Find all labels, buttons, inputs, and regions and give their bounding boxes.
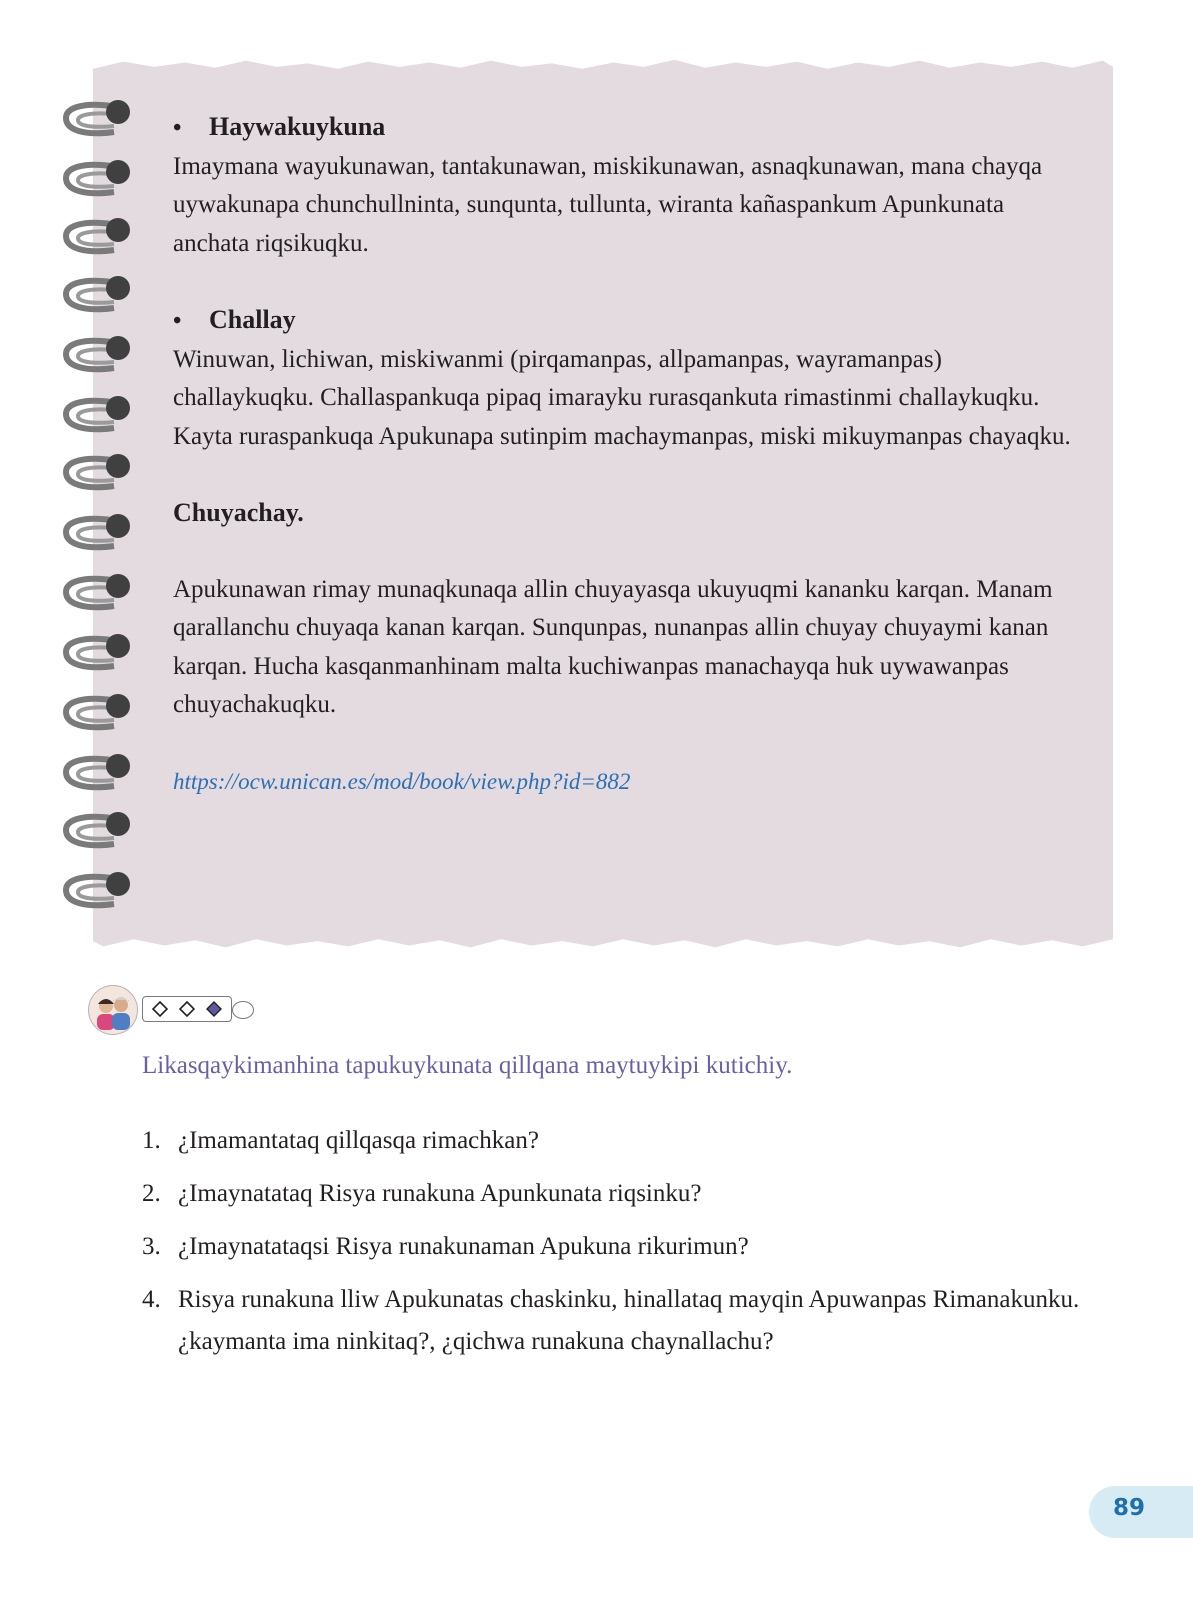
spiral-binding [62, 98, 142, 918]
spiral-ring-icon [62, 158, 140, 202]
question-text: ¿Imamantataq qillqasqa rimachkan? [178, 1127, 539, 1154]
spiral-ring-icon [62, 334, 140, 378]
difficulty-tag [142, 996, 232, 1022]
question-item [142, 1120, 1102, 1162]
spiral-ring-icon [62, 512, 140, 556]
page-number-tab [1089, 1486, 1193, 1538]
diamond-outline-icon [179, 1001, 195, 1017]
bullet: • [173, 308, 182, 334]
question-text: Risya runakuna lliw Apukunatas chaskinku, hinallataq mayqin Apuwanpas Rimanakunku. ¿kaymanta ima ninkitaq?, ¿qichwa runakuna chaynallachu? [178, 1286, 1080, 1355]
section-paragraph: Winuwan, lichiwan, miskiwanmi (pirqamanpas, allpamanpas, wayramanpas) challaykuqku. Challaspankuqa pipaq imarayku rurasqankuta rimastinmi challaykuqku. Kayta ruraspankuqa Apukunapa sutinpim machaymanpas, miski mikuymanpas chayaqku. [173, 345, 1071, 450]
question-number: 3. [142, 1233, 161, 1260]
spiral-ring-icon [62, 274, 140, 318]
section-paragraph: Imaymana wayukunawan, tantakunawan, miskikunawan, asnaqkunawan, mana chayqa uywakunapa chunchullninta, sunqunta, tullunta, wiranta kañaspankum Apunkunata anchata riqsikuqku. [173, 152, 1043, 257]
spiral-ring-icon [62, 632, 140, 676]
section-heading-text: Challay [209, 305, 296, 334]
question-number: 4. [142, 1286, 161, 1313]
section-heading-chuyachay: Chuyachay. [173, 498, 304, 527]
question-item [142, 1279, 1102, 1363]
spiral-ring-icon [62, 692, 140, 736]
question-number: 1. [142, 1127, 161, 1154]
question-text: ¿Imaynatataqsi Risya runakunaman Apukuna rikurimun? [178, 1233, 749, 1260]
question-item [142, 1173, 1102, 1215]
spiral-ring-icon [62, 216, 140, 260]
spiral-ring-icon [62, 810, 140, 854]
source-link[interactable]: https://ocw.unican.es/mod/book/view.php?id=882 [173, 768, 631, 794]
tag-hole [232, 1001, 254, 1019]
section-heading-haywakuykuna [173, 108, 1073, 148]
spiral-ring-icon [62, 870, 140, 914]
question-number: 2. [142, 1180, 161, 1207]
spiral-ring-icon [62, 572, 140, 616]
bullet: • [173, 115, 182, 141]
question-text: ¿Imaynatataq Risya runakuna Apunkunata riqsinku? [178, 1180, 702, 1207]
page-number: 89 [1113, 1495, 1146, 1521]
activity-header [88, 985, 268, 1037]
activity-instruction: Likasqaykimanhina tapukuykunata qillqana maytuykipi kutichiy. [142, 1052, 793, 1079]
spiral-ring-icon [62, 752, 140, 796]
note-content [173, 108, 1073, 801]
section-paragraph: Apukunawan rimay munaqkunaqa allin chuyayasqa ukuyuqmi kananku karqan. Manam qarallanchu chuyaqa kanan karqan. Sunqunpas, nunanpas allin chuyay chuyaymi kanan karqan. Hucha kasqanmanhinam malta kuchiwanpas manachayqa huk uywawanpas chuyachakuqku. [173, 575, 1053, 718]
question-list [142, 1120, 1102, 1374]
spiral-ring-icon [62, 98, 140, 142]
section-heading-challay [173, 301, 1073, 341]
spiral-ring-icon [62, 394, 140, 438]
section-heading-text: Haywakuykuna [209, 112, 386, 141]
question-item [142, 1226, 1102, 1268]
spiral-ring-icon [62, 452, 140, 496]
students-icon [88, 985, 138, 1035]
diamond-filled-icon [206, 1001, 222, 1017]
diamond-outline-icon [152, 1001, 168, 1017]
